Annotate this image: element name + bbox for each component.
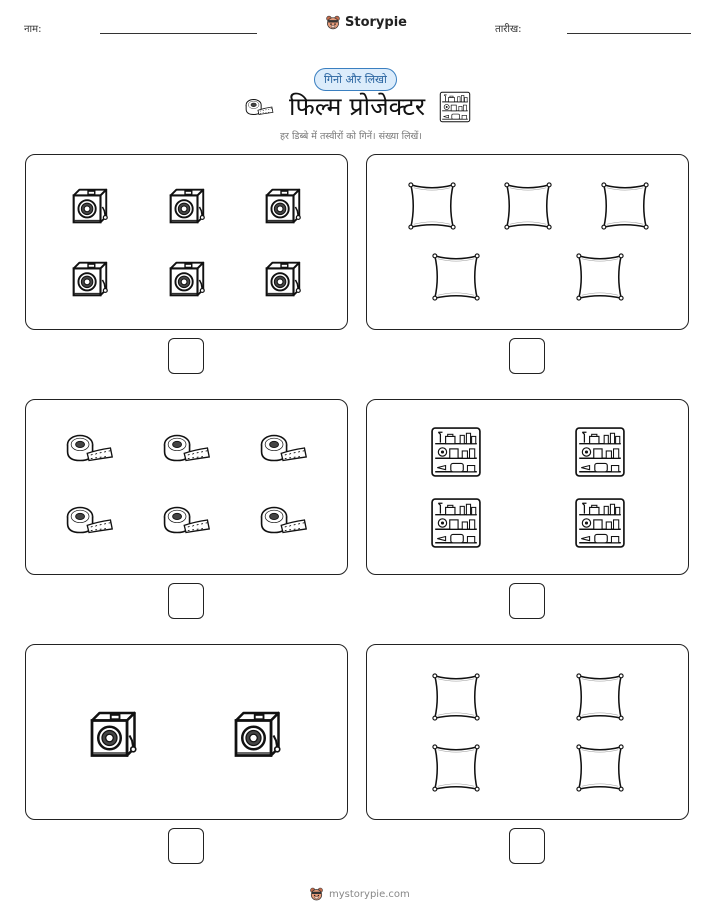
screen-icon xyxy=(503,181,553,231)
projector-icon xyxy=(66,255,112,301)
name-label: नाम: xyxy=(24,24,42,35)
count-box-1 xyxy=(25,154,348,330)
shelf-icon xyxy=(574,497,626,549)
brand-name: Storypie xyxy=(345,15,407,30)
projector-icon xyxy=(259,182,305,228)
screen-icon xyxy=(575,672,625,722)
count-box-3 xyxy=(25,399,348,575)
screen-icon xyxy=(431,672,481,722)
projector-icon xyxy=(163,255,209,301)
worksheet-tag: गिनो और लिखो xyxy=(314,68,397,91)
projector-icon xyxy=(82,703,142,763)
projector-icon xyxy=(259,255,305,301)
count-box-5 xyxy=(25,644,348,820)
name-line[interactable] xyxy=(100,33,257,34)
film-reel-icon xyxy=(161,502,211,538)
projector-icon xyxy=(163,182,209,228)
projector-icon xyxy=(226,703,286,763)
film-reel-icon xyxy=(161,430,211,466)
mascot-icon xyxy=(325,14,341,31)
shelf-icon xyxy=(430,426,482,478)
mascot-icon xyxy=(309,886,324,902)
page-title: फिल्म प्रोजेक्टर xyxy=(289,92,426,121)
answer-box-6[interactable] xyxy=(509,828,545,864)
footer-url[interactable]: mystorypie.com xyxy=(329,888,410,900)
date-line[interactable] xyxy=(567,33,691,34)
shelf-icon xyxy=(430,497,482,549)
film-reel-icon xyxy=(258,502,308,538)
count-box-6 xyxy=(366,644,689,820)
shelf-icon xyxy=(439,91,471,123)
screen-icon xyxy=(431,743,481,793)
film-reel-icon xyxy=(244,96,274,118)
shelf-icon xyxy=(574,426,626,478)
footer xyxy=(309,886,410,902)
brand-logo xyxy=(325,14,407,31)
film-reel-icon xyxy=(64,502,114,538)
count-box-4 xyxy=(366,399,689,575)
count-box-2 xyxy=(366,154,689,330)
answer-box-1[interactable] xyxy=(168,338,204,374)
projector-icon xyxy=(66,182,112,228)
film-reel-icon xyxy=(64,430,114,466)
screen-icon xyxy=(575,743,625,793)
screen-icon xyxy=(575,252,625,302)
film-reel-icon xyxy=(258,430,308,466)
answer-box-2[interactable] xyxy=(509,338,545,374)
instruction-text: हर डिब्बे में तस्वीरों को गिनें। संख्या लिखें। xyxy=(280,131,422,142)
answer-box-5[interactable] xyxy=(168,828,204,864)
screen-icon xyxy=(600,181,650,231)
answer-box-3[interactable] xyxy=(168,583,204,619)
screen-icon xyxy=(407,181,457,231)
date-label: तारीख: xyxy=(495,24,522,35)
screen-icon xyxy=(431,252,481,302)
answer-box-4[interactable] xyxy=(509,583,545,619)
